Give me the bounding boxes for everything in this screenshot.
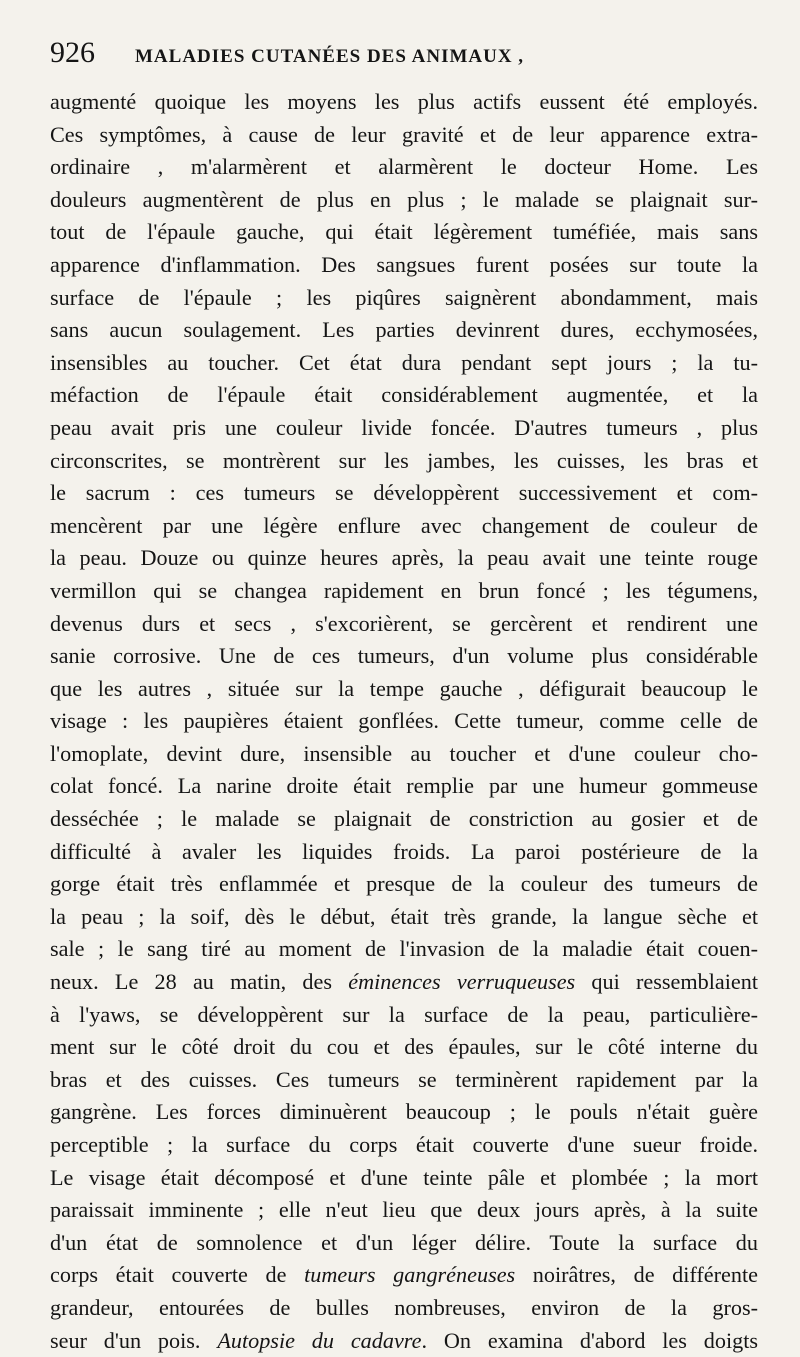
text-segment: circonscrites, se montrèrent sur les jambes, les cuisses, les bras et	[50, 447, 758, 473]
text-line	[50, 1129, 758, 1162]
text-segment: surface de l'épaule ; les piqûres saignèrent abondamment, mais	[50, 284, 758, 310]
text-segment: que les autres , située sur la tempe gauche , défigurait beaucoup le	[50, 675, 758, 701]
text-line	[50, 1162, 758, 1195]
text-line	[50, 119, 758, 152]
text-line	[50, 184, 758, 217]
text-line	[50, 738, 758, 771]
text-segment: douleurs augmentèrent de plus en plus ; le malade se plaignait sur-	[50, 186, 758, 212]
text-line	[50, 86, 758, 119]
text-segment: . On examina d'abord les doigts	[421, 1327, 758, 1353]
text-segment: visage : les paupières étaient gonflées. Cette tumeur, comme celle de	[50, 708, 758, 734]
text-line	[50, 1292, 758, 1325]
text-line	[50, 575, 758, 608]
text-segment: difficulté à avaler les liquides froids. La paroi postérieure de la	[50, 838, 758, 864]
text-segment: qui ressemblaient	[575, 969, 758, 995]
text-segment: desséchée ; le malade se plaignait de constriction au gosier et de	[50, 806, 758, 832]
text-segment: insensibles au toucher. Cet état dura pendant sept jours ; la tu-	[50, 349, 758, 375]
text-line	[50, 673, 758, 706]
text-segment: la peau ; la soif, dès le début, était très grande, la langue sèche et	[50, 903, 758, 929]
text-line	[50, 999, 758, 1032]
text-line	[50, 1194, 758, 1227]
text-line	[50, 608, 758, 641]
body-text	[50, 86, 758, 1357]
text-line	[50, 1325, 758, 1357]
text-line	[50, 477, 758, 510]
text-segment: gorge était très enflammée et presque de la couleur des tumeurs de	[50, 871, 758, 897]
text-segment: sanie corrosive. Une de ces tumeurs, d'un volume plus considérable	[50, 643, 758, 669]
text-segment: ordinaire , m'alarmèrent et alarmèrent le docteur Home. Les	[50, 154, 758, 180]
text-line	[50, 1227, 758, 1260]
italic-phrase: Autopsie du cadavre	[217, 1327, 422, 1353]
text-segment: l'omoplate, devint dure, insensible au toucher et d'une couleur cho-	[50, 740, 758, 766]
text-line	[50, 933, 758, 966]
text-segment: à l'yaws, se développèrent sur la surface de la peau, particulière-	[50, 1001, 758, 1027]
text-segment: bras et des cuisses. Ces tumeurs se terminèrent rapidement par la	[50, 1066, 758, 1092]
text-segment: augmenté quoique les moyens les plus actifs eussent été employés.	[50, 89, 758, 114]
text-segment: grandeur, entourées de bulles nombreuses, environ de la gros-	[50, 1294, 758, 1320]
text-line	[50, 347, 758, 380]
text-line	[50, 445, 758, 478]
text-segment: Le visage était décomposé et d'une teinte pâle et plombée ; la mort	[50, 1164, 758, 1190]
text-segment: mencèrent par une légère enflure avec changement de couleur de	[50, 512, 758, 538]
running-head: MALADIES CUTANÉES DES ANIMAUX ,	[135, 46, 525, 67]
page-number: 926	[50, 36, 95, 69]
text-line	[50, 510, 758, 543]
text-line	[50, 412, 758, 445]
text-segment: sale ; le sang tiré au moment de l'invasion de la maladie était couen-	[50, 936, 758, 962]
text-segment: devenus durs et secs , s'excorièrent, se gercèrent et rendirent une	[50, 610, 758, 636]
text-segment: le sacrum : ces tumeurs se développèrent successivement et com-	[50, 480, 758, 506]
page-header	[50, 36, 758, 86]
text-line	[50, 966, 758, 999]
text-segment: gangrène. Les forces diminuèrent beaucoup ; le pouls n'était guère	[50, 1099, 758, 1125]
text-line	[50, 379, 758, 412]
text-segment: vermillon qui se changea rapidement en brun foncé ; les tégumens,	[50, 577, 758, 603]
text-segment: seur d'un pois.	[50, 1327, 218, 1353]
italic-phrase: tumeurs gangréneuses	[304, 1262, 516, 1288]
text-line	[50, 1064, 758, 1097]
text-line	[50, 705, 758, 738]
text-segment: paraissait imminente ; elle n'eut lieu que deux jours après, à la suite	[50, 1197, 758, 1223]
text-line	[50, 282, 758, 315]
text-segment: méfaction de l'épaule était considérablement augmentée, et la	[50, 382, 758, 408]
text-segment: sans aucun soulagement. Les parties devinrent dures, ecchymosées,	[50, 317, 758, 343]
text-segment: peau avait pris une couleur livide foncée. D'autres tumeurs , plus	[50, 414, 758, 440]
text-segment: tout de l'épaule gauche, qui était légèrement tuméfiée, mais sans	[50, 219, 758, 245]
text-segment: colat foncé. La narine droite était remplie par une humeur gommeuse	[50, 773, 758, 799]
text-line	[50, 249, 758, 282]
text-line	[50, 1259, 758, 1292]
text-line	[50, 1096, 758, 1129]
text-line	[50, 901, 758, 934]
text-line	[50, 640, 758, 673]
text-segment: corps était couverte de	[50, 1262, 305, 1288]
text-line	[50, 542, 758, 575]
text-line	[50, 1031, 758, 1064]
text-segment: noirâtres, de différente	[515, 1262, 758, 1288]
text-line	[50, 803, 758, 836]
text-line	[50, 868, 758, 901]
text-line	[50, 151, 758, 184]
text-segment: la peau. Douze ou quinze heures après, la peau avait une teinte rouge	[50, 545, 758, 571]
text-line	[50, 836, 758, 869]
text-segment: Ces symptômes, à cause de leur gravité et de leur apparence extra-	[50, 121, 758, 147]
text-segment: apparence d'inflammation. Des sangsues furent posées sur toute la	[50, 251, 758, 277]
text-segment: neux. Le 28 au matin, des	[50, 969, 349, 995]
text-segment: d'un état de somnolence et d'un léger délire. Toute la surface du	[50, 1229, 758, 1255]
text-segment: ment sur le côté droit du cou et des épaules, sur le côté interne du	[50, 1034, 758, 1060]
text-line	[50, 216, 758, 249]
text-line	[50, 314, 758, 347]
text-line	[50, 770, 758, 803]
italic-phrase: éminences verruqueuses	[348, 969, 576, 995]
text-segment: perceptible ; la surface du corps était couverte d'une sueur froide.	[50, 1132, 758, 1157]
